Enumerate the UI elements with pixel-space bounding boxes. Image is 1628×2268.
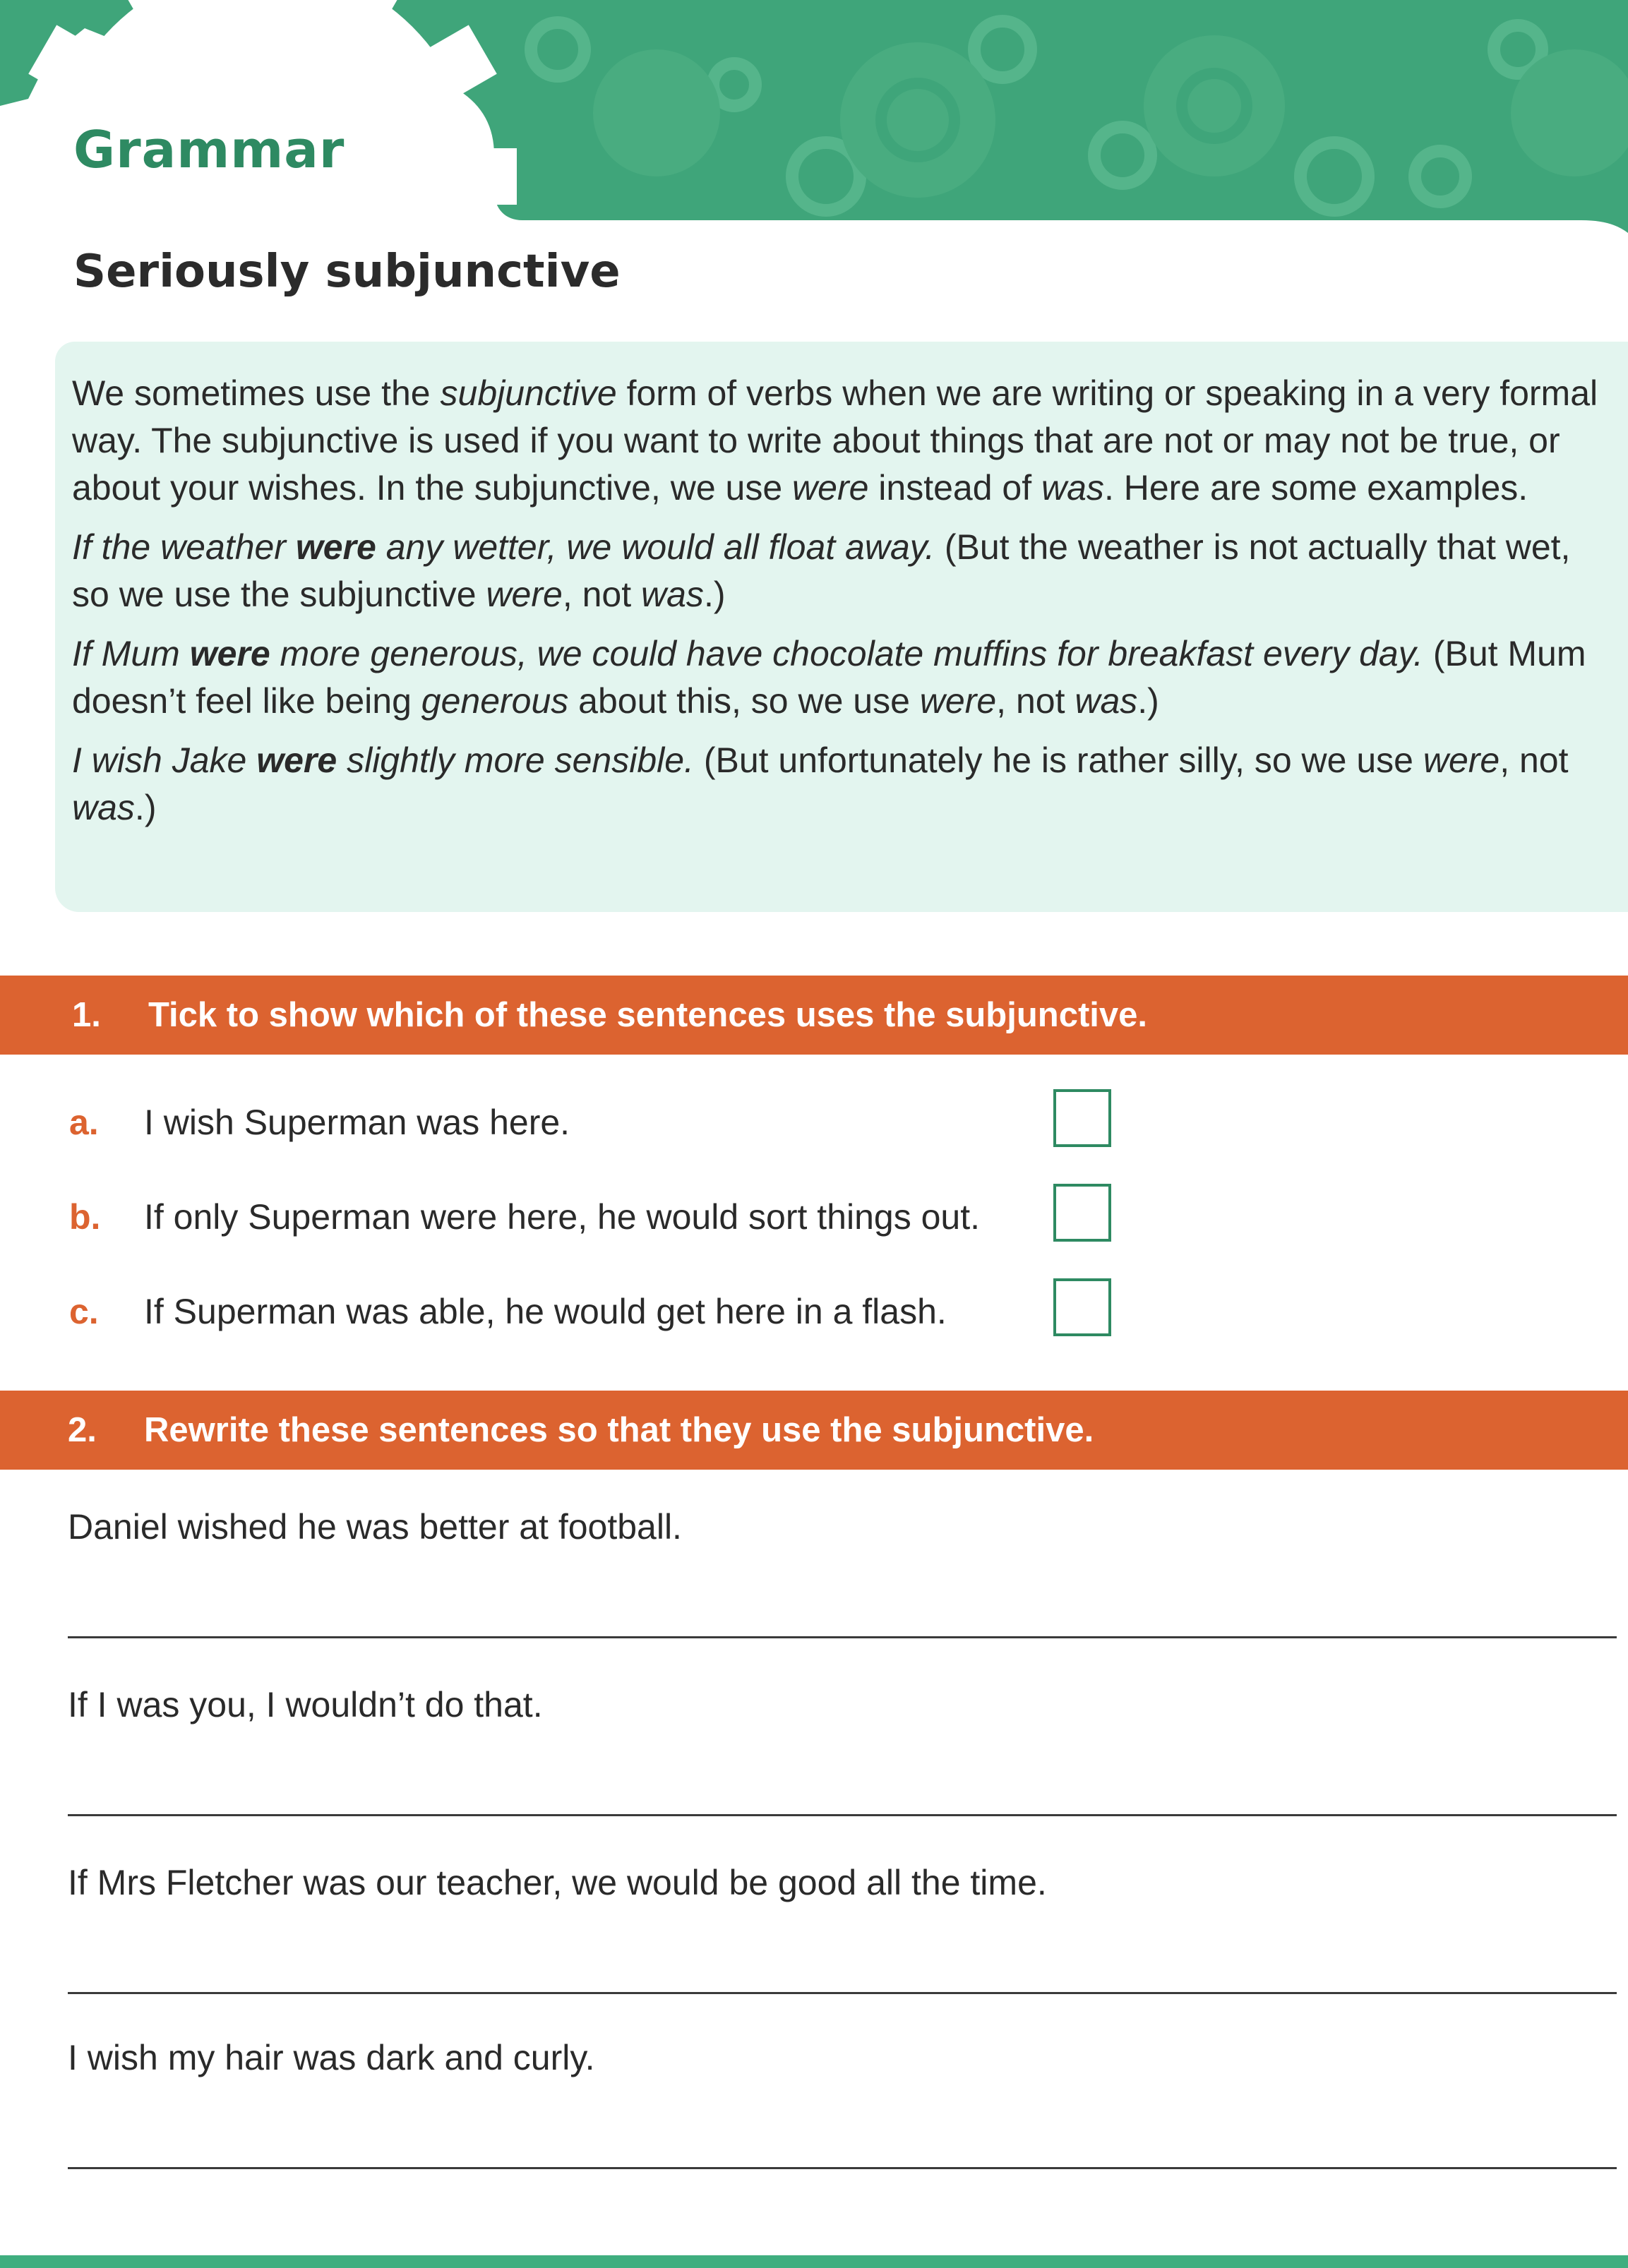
item-letter: a. (69, 1103, 99, 1142)
question-instruction: Tick to show which of these sentences uses the subjunctive. (148, 996, 1148, 1034)
header-gear-banner (0, 0, 1628, 233)
rewrite-sentence-1: Daniel wished he was better at football. (68, 1507, 682, 1547)
tick-item-a (69, 1087, 570, 1158)
item-text: If Superman was able, he would get here in a flash. (144, 1292, 947, 1331)
tick-item-c (69, 1276, 947, 1347)
answer-line-2[interactable] (68, 1814, 1617, 1816)
answer-line-3[interactable] (68, 1992, 1617, 1994)
tick-box-b[interactable] (1053, 1184, 1111, 1242)
item-text: If only Superman were here, he would sort things out. (144, 1197, 980, 1237)
question-2-header (0, 1391, 1628, 1470)
example-3: I wish Jake were slightly more sensible. (But unfortunately he is rather silly, so we use were, not was.) (72, 740, 1569, 827)
question-1-header (0, 976, 1628, 1055)
example-2: If Mum were more generous, we could have chocolate muffins for breakfast every day. (But Mum doesn’t feel like being generous about this, so we use were, not was.) (72, 634, 1586, 721)
example-1: If the weather were any wetter, we would all float away. (But the weather is not actually that wet, so we use the subjunctive were, not was.) (72, 527, 1571, 614)
tick-box-a[interactable] (1053, 1089, 1111, 1147)
tick-item-b (69, 1182, 980, 1252)
question-number: 1. (72, 996, 101, 1034)
item-text: I wish Superman was here. (144, 1103, 570, 1142)
question-number: 2. (68, 1411, 97, 1449)
intro-paragraph: We sometimes use the subjunctive form of verbs when we are writing or speaking in a very formal way. The subjunctive is used if you want to write about things that are not or may not be true, or about your wishes. In the subjunctive, we use were instead of was. Here are some examples. (72, 373, 1598, 508)
page-title: Seriously subjunctive (73, 246, 621, 298)
tick-box-c[interactable] (1053, 1278, 1111, 1336)
rewrite-sentence-3: If Mrs Fletcher was our teacher, we would be good all the time. (68, 1863, 1047, 1902)
bottom-strip (0, 2255, 1628, 2268)
intro-box (55, 342, 1628, 912)
item-letter: c. (69, 1292, 99, 1331)
answer-line-4[interactable] (68, 2167, 1617, 2169)
section-label: Grammar (73, 120, 345, 179)
item-letter: b. (69, 1197, 101, 1237)
answer-line-1[interactable] (68, 1636, 1617, 1638)
rewrite-sentence-2: If I was you, I wouldn’t do that. (68, 1685, 543, 1724)
rewrite-sentence-4: I wish my hair was dark and curly. (68, 2038, 595, 2077)
question-instruction: Rewrite these sentences so that they use the subjunctive. (144, 1411, 1094, 1449)
